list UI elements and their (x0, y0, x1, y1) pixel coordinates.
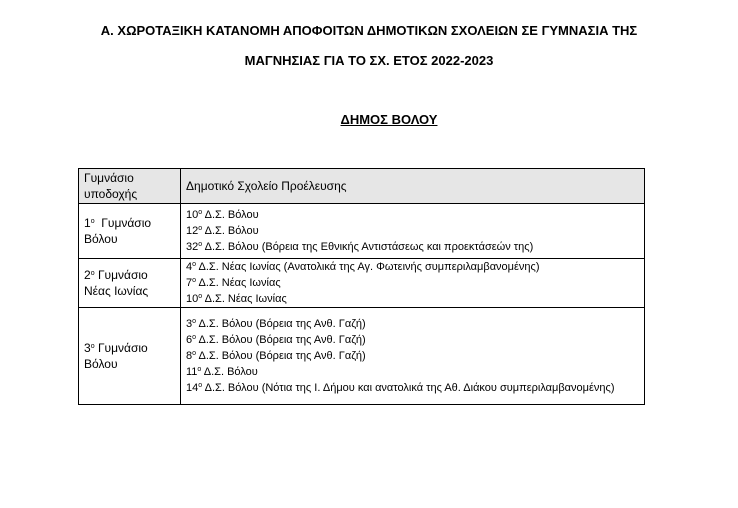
school-name: Δ.Σ. Νέας Ιωνίας (Ανατολικά της Αγ. Φωτεινής συμπεριλαμβανομένης) (198, 261, 540, 273)
school-number: 10 (186, 209, 199, 221)
ordinal-suffix: ο (192, 350, 197, 357)
table-row (79, 204, 645, 259)
ordinal-suffix: ο (192, 261, 197, 268)
document-title-line-2: ΜΑΓΝΗΣΙΑΣ ΓΙΑ ΤΟ ΣΧ. ΕΤΟΣ 2022-2023 (244, 53, 494, 68)
list-item (186, 332, 639, 348)
allocation-table (78, 168, 645, 405)
school-name: Δ.Σ. Βόλου (203, 366, 258, 378)
ordinal-suffix: ο (198, 382, 203, 389)
ordinal-suffix: ο (192, 318, 197, 325)
school-name: Δ.Σ. Βόλου (Βόρεια της Εθνικής Αντιστάσεως και προεκτάσεών της) (204, 241, 534, 253)
table-row (79, 259, 645, 308)
school-name: Δ.Σ. Βόλου (204, 225, 259, 237)
ordinal-suffix: ο (198, 293, 203, 300)
list-item (186, 223, 639, 239)
gymnasium-label: Γυμνάσιο (97, 341, 148, 355)
municipality-heading: ΔΗΜΟΣ ΒΟΛΟΥ (340, 112, 438, 127)
schools-cell (181, 308, 645, 405)
ordinal-suffix: ο (198, 225, 203, 232)
ordinal-suffix: ο (90, 218, 95, 225)
ordinal-suffix: ο (198, 241, 203, 248)
ordinal-suffix: ο (197, 366, 202, 373)
school-name: Δ.Σ. Νέας Ιωνίας (198, 277, 281, 289)
gymnasium-label: Γυμνάσιο (97, 268, 148, 282)
ordinal-suffix: ο (198, 209, 203, 216)
school-number: 12 (186, 225, 199, 237)
list-item (186, 380, 639, 396)
schools-cell (181, 204, 645, 259)
school-number: 11 (186, 366, 198, 378)
header-col1-line2: υποδοχής (84, 187, 138, 201)
header-receiving-gymnasium (79, 169, 181, 204)
list-item (186, 259, 639, 275)
school-number: 14 (186, 382, 199, 394)
schools-cell (181, 259, 645, 308)
gymnasium-town: Βόλου (84, 232, 118, 246)
ordinal-suffix: ο (90, 270, 95, 277)
gymnasium-cell (79, 259, 181, 308)
school-name: Δ.Σ. Βόλου (Νότια της Ι. Δήμου και ανατολικά της Αθ. Διάκου συμπεριλαμβανομένης) (204, 382, 615, 394)
school-number: 6 (186, 334, 193, 346)
list-item (186, 275, 639, 291)
school-number: 8 (186, 350, 193, 362)
list-item (186, 316, 639, 332)
gymnasium-number: 1 (84, 216, 91, 230)
gymnasium-number: 3 (84, 341, 91, 355)
list-item (186, 239, 639, 255)
school-number: 10 (186, 293, 199, 305)
school-name: Δ.Σ. Νέας Ιωνίας (204, 293, 287, 305)
header-origin-school: Δημοτικό Σχολείο Προέλευσης (181, 169, 645, 204)
ordinal-suffix: ο (192, 334, 197, 341)
list-item (186, 291, 639, 307)
list-item (186, 348, 639, 364)
school-number: 4 (186, 261, 193, 273)
gymnasium-cell (79, 308, 181, 405)
table-header-row (79, 169, 645, 204)
list-item (186, 207, 639, 223)
ordinal-suffix: ο (90, 343, 95, 350)
gymnasium-town: Νέας Ιωνίας (84, 284, 149, 298)
school-number: 32 (186, 241, 199, 253)
header-col1-line1: Γυμνάσιο (84, 171, 134, 185)
school-name: Δ.Σ. Βόλου (Βόρεια της Ανθ. Γαζή) (198, 334, 366, 346)
gymnasium-label: Γυμνάσιο (101, 216, 152, 230)
gymnasium-cell (79, 204, 181, 259)
school-number: 7 (186, 277, 193, 289)
table-row (79, 308, 645, 405)
school-name: Δ.Σ. Βόλου (204, 209, 259, 221)
gymnasium-town: Βόλου (84, 357, 118, 371)
ordinal-suffix: ο (192, 277, 197, 284)
school-number: 3 (186, 318, 193, 330)
list-item (186, 364, 639, 380)
school-name: Δ.Σ. Βόλου (Βόρεια της Ανθ. Γαζή) (198, 350, 366, 362)
gymnasium-number: 2 (84, 268, 91, 282)
school-name: Δ.Σ. Βόλου (Βόρεια της Ανθ. Γαζή) (198, 318, 366, 330)
document-title-line-1: Α. ΧΩΡΟΤΑΞΙΚΗ ΚΑΤΑΝΟΜΗ ΑΠΟΦΟΙΤΩΝ ΔΗΜΟΤΙΚΩΝ ΣΧΟΛΕΙΩΝ ΣΕ ΓΥΜΝΑΣΙΑ ΤΗΣ (100, 23, 638, 38)
